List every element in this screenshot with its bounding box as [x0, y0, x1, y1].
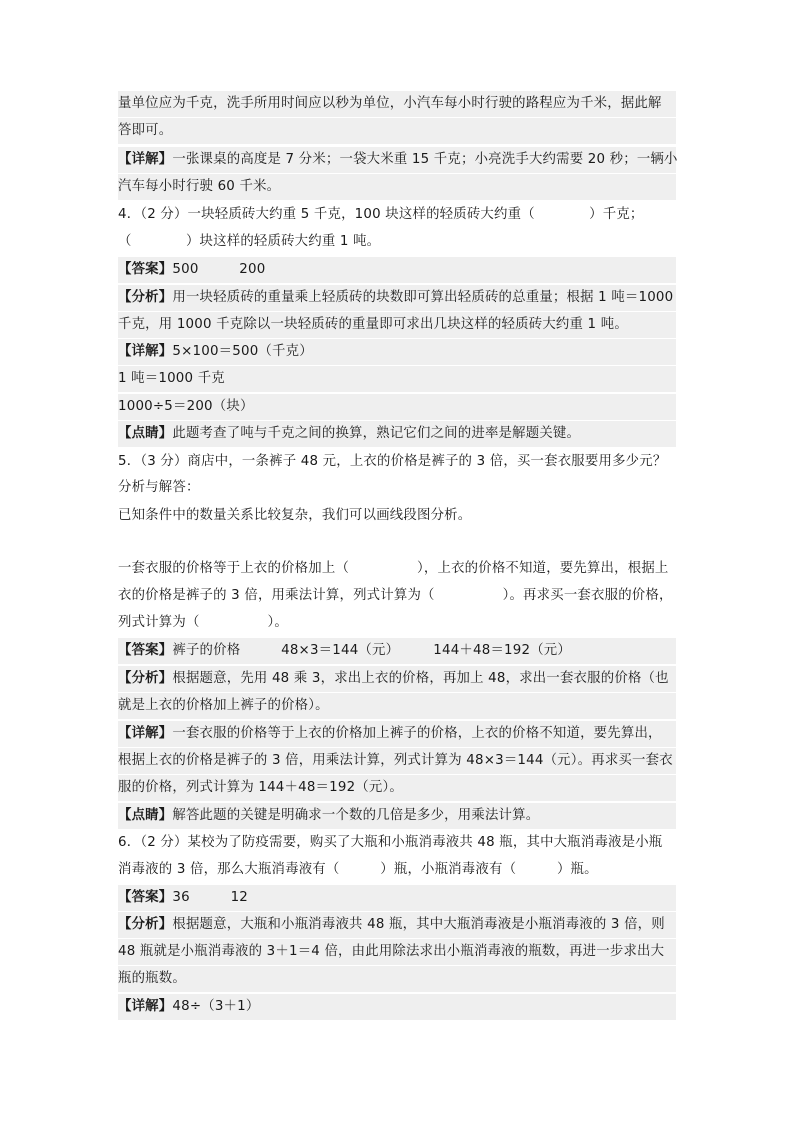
text-line — [118, 421, 676, 447]
line-text: （ ）块这样的轻质砖大约重 1 吨。 — [118, 234, 381, 249]
text-line — [118, 118, 676, 144]
line-text: 就是上衣的价格加上裤子的价格）。 — [118, 698, 329, 713]
text-line — [118, 174, 676, 200]
line-text: 量单位应为千克，洗手所用时间应以秒为单位，小汽车每小时行驶的路程应为千米，据此解 — [118, 96, 662, 111]
text-line — [118, 666, 676, 692]
section-tag: 【点睛】 — [118, 426, 173, 441]
section-tag: 【分析】 — [118, 917, 173, 932]
text-line — [118, 994, 676, 1020]
line-text: 根据题意，大瓶和小瓶消毒液共 48 瓶，其中大瓶消毒液是小瓶消毒液的 3 倍，则 — [172, 917, 665, 932]
line-text: 裤子的价格 48×3＝144（元） 144＋48＝192（元） — [172, 643, 571, 658]
text-line — [118, 803, 676, 829]
line-text: 根据题意，先用 48 乘 3，求出上衣的价格，再加上 48，求出一套衣服的价格（也 — [172, 671, 669, 686]
line-text: 36 12 — [172, 890, 249, 905]
line-text: 1 吨＝1000 千克 — [118, 371, 225, 386]
section-tag: 【详解】 — [118, 726, 173, 741]
section-tag: 【分析】 — [118, 671, 173, 686]
text-line — [118, 257, 676, 283]
text-line — [118, 285, 676, 311]
text-line — [118, 748, 676, 774]
line-text: 分析与解答： — [118, 480, 200, 495]
text-line — [118, 91, 676, 117]
line-text: 用一块轻质砖的重量乘上轻质砖的块数即可算出轻质砖的总重量；根据 1 吨＝1000 — [172, 290, 674, 305]
line-text: 一套衣服的价格等于上衣的价格加上裤子的价格，上衣的价格不知道，要先算出， — [172, 726, 662, 741]
line-text: 消毒液的 3 倍，那么大瓶消毒液有（ ）瓶，小瓶消毒液有（ ）瓶。 — [118, 862, 598, 877]
section-tag: 【详解】 — [118, 152, 173, 167]
text-line — [118, 775, 676, 801]
section-tag: 【详解】 — [118, 344, 173, 359]
text-line — [118, 503, 471, 529]
text-line — [118, 885, 676, 911]
line-text: 根据上衣的价格是裤子的 3 倍，用乘法计算，列式计算为 48×3＝144（元）。再求买一套衣 — [118, 753, 673, 768]
line-text: 服的价格，列式计算为 144＋48＝192（元）。 — [118, 780, 403, 795]
line-text: 5×100＝500（千克） — [172, 344, 313, 359]
text-line — [118, 638, 676, 664]
section-tag: 【详解】 — [118, 999, 173, 1014]
text-line — [118, 475, 200, 501]
text-line — [118, 721, 676, 747]
text-line — [118, 966, 676, 992]
line-text: 一张课桌的高度是 7 分米；一袋大米重 15 千克；小亮洗手大约需要 20 秒；一辆小 — [172, 152, 678, 167]
text-line — [118, 912, 676, 938]
section-tag: 【答案】 — [118, 890, 173, 905]
line-text: 千克，用 1000 千克除以一块轻质砖的重量即可求出几块这样的轻质砖大约重 1 吨。 — [118, 317, 628, 332]
line-text: 48 瓶就是小瓶消毒液的 3＋1＝4 倍，由此用除法求出小瓶消毒液的瓶数，再进一步求出大 — [118, 944, 665, 959]
line-text: 衣的价格是裤子的 3 倍，用乘法计算，列式计算为（ ）。再求买一套衣服的价格， — [118, 588, 673, 603]
text-line — [118, 229, 380, 255]
line-text: 列式计算为（ ）。 — [118, 615, 288, 630]
line-text: 瓶的瓶数。 — [118, 971, 186, 986]
line-text: 1000÷5＝200（块） — [118, 399, 254, 414]
line-text: 此题考查了吨与千克之间的换算，熟记它们之间的进率是解题关键。 — [172, 426, 581, 441]
text-line — [118, 583, 673, 609]
section-tag: 【答案】 — [118, 262, 173, 277]
text-line — [118, 556, 669, 582]
line-text: 6．（2 分）某校为了防疫需要，购买了大瓶和小瓶消毒液共 48 瓶，其中大瓶消毒液是小瓶 — [118, 835, 663, 850]
line-text: 48÷（3＋1） — [172, 999, 260, 1014]
text-line — [118, 312, 676, 338]
text-line — [118, 202, 644, 228]
line-text: 解答此题的关键是明确求一个数的几倍是多少，用乘法计算。 — [172, 808, 540, 823]
line-text: 汽车每小时行驶 60 千米。 — [118, 179, 281, 194]
text-line — [118, 939, 676, 965]
line-text: 4．（2 分）一块轻质砖大约重 5 千克，100 块这样的轻质砖大约重（ ）千克； — [118, 207, 644, 222]
text-line — [118, 449, 666, 475]
text-line — [118, 857, 598, 883]
text-line — [118, 339, 676, 365]
text-line — [118, 693, 676, 719]
line-text: 已知条件中的数量关系比较复杂，我们可以画线段图分析。 — [118, 508, 472, 523]
line-text: 一套衣服的价格等于上衣的价格加上（ ），上衣的价格不知道，要先算出，根据上 — [118, 561, 669, 576]
line-text: 5．（3 分）商店中，一条裤子 48 元，上衣的价格是裤子的 3 倍，买一套衣服要用多少元？ — [118, 454, 667, 469]
text-line — [118, 394, 676, 420]
line-text: 500 200 — [172, 262, 266, 277]
section-tag: 【点睛】 — [118, 808, 173, 823]
text-line — [118, 610, 288, 636]
section-tag: 【答案】 — [118, 643, 173, 658]
line-text: 答即可。 — [118, 123, 173, 138]
section-tag: 【分析】 — [118, 290, 173, 305]
text-line — [118, 366, 676, 392]
text-line — [118, 147, 676, 173]
text-line — [118, 830, 662, 856]
